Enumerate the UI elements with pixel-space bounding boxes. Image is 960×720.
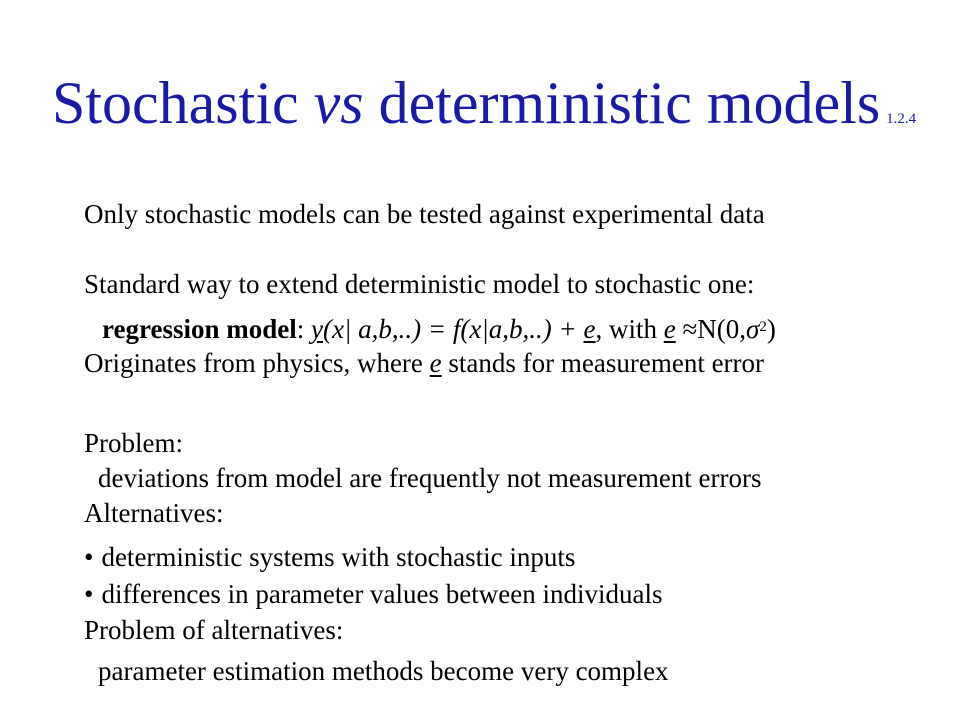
- alternative-text-1: deterministic systems with stochastic inputs: [101, 542, 576, 572]
- originates-e: e: [429, 348, 442, 378]
- normal-distribution-close: ): [766, 314, 776, 344]
- formula-colon: :: [296, 314, 312, 344]
- title-vs: vs: [313, 70, 364, 136]
- formula-with: , with: [595, 314, 664, 344]
- originates-after: stands for measurement error: [441, 348, 765, 378]
- originates-before: Originates from physics, where: [84, 348, 430, 378]
- formula-rhs: = f(x|a,b,..) +: [421, 314, 584, 344]
- alternative-bullet-1: [84, 541, 575, 573]
- bullet-icon: •: [84, 542, 94, 572]
- problem-of-alternatives-text: parameter estimation methods become very complex: [98, 656, 669, 686]
- title-text-end: deterministic models: [363, 70, 881, 136]
- alternative-bullet-2: [84, 578, 662, 610]
- slide-title: [52, 68, 916, 154]
- approx-symbol: ≈: [675, 314, 698, 344]
- formula-e: e: [583, 314, 596, 344]
- bullet-icon: •: [84, 579, 94, 609]
- problem-label: Problem:: [84, 428, 183, 458]
- problem-text: deviations from model are frequently not measurement errors: [98, 463, 762, 493]
- section-number: 1.2.4: [886, 111, 917, 127]
- alternative-text-2: differences in parameter values between individuals: [101, 579, 663, 609]
- alternatives-label: Alternatives:: [84, 498, 224, 528]
- regression-model-line: [102, 313, 776, 345]
- title-text-start: Stochastic: [52, 70, 314, 136]
- formula-e-second: e: [663, 314, 676, 344]
- intro-line: Only stochastic models can be tested against experimental data: [84, 199, 765, 229]
- formula-lhs-args: (x| a,b,..): [323, 314, 422, 344]
- normal-distribution-open: N(0,: [697, 314, 747, 344]
- problem-of-alternatives-label: Problem of alternatives:: [84, 615, 344, 645]
- originates-line: [84, 347, 764, 379]
- sigma-exponent: 2: [759, 319, 767, 335]
- sigma-symbol: σ: [746, 314, 760, 344]
- formula-y: y: [311, 314, 323, 344]
- standard-way-line: Standard way to extend deterministic model to stochastic one:: [84, 269, 755, 299]
- regression-model-label: regression model: [102, 314, 297, 344]
